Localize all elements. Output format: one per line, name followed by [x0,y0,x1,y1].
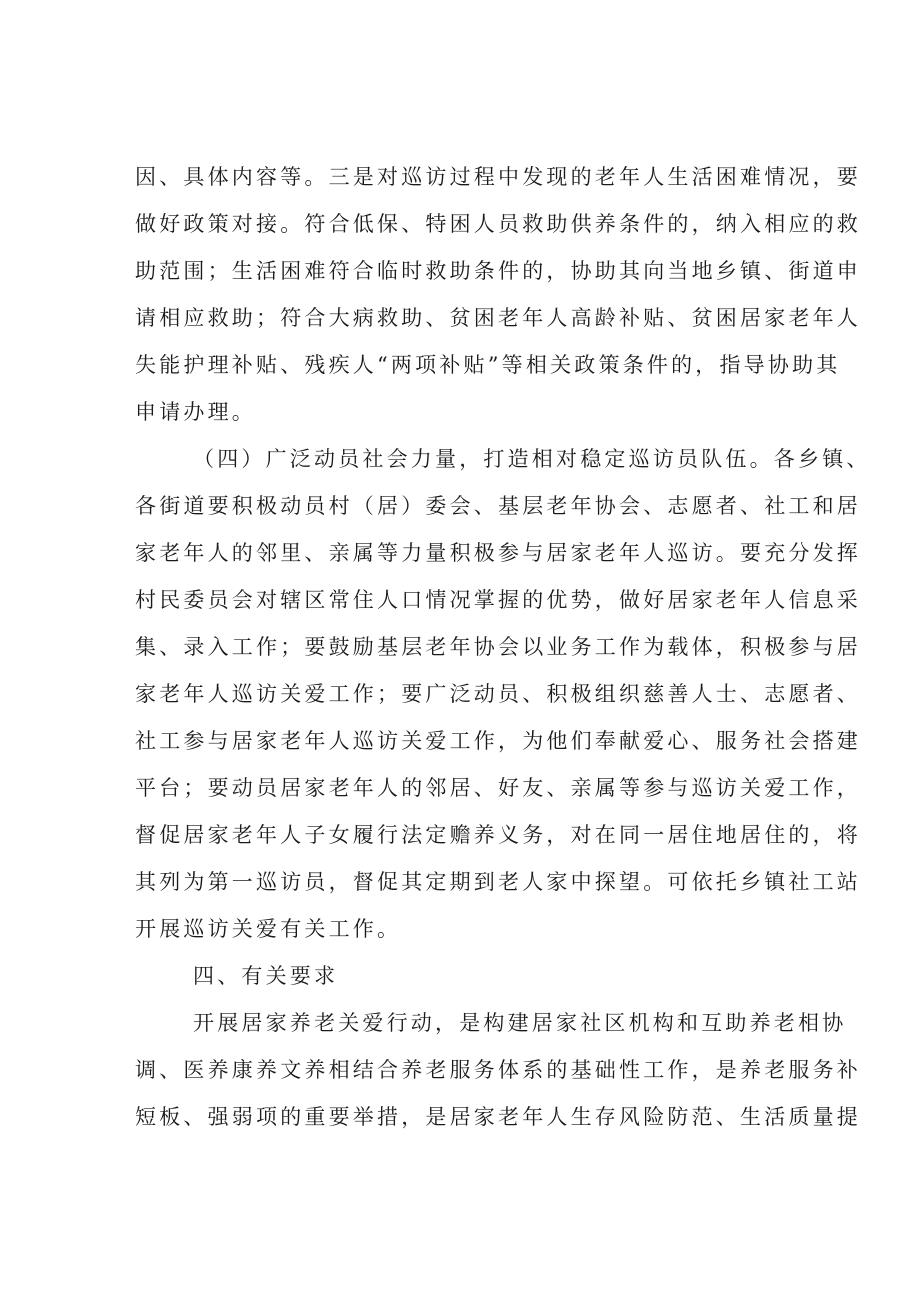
text-line: 社工参与居家老年人巡访关爱工作，为他们奉献爱心、服务社会搭建 [135,729,861,753]
text-line: 开展巡访关爱有关工作。 [135,917,402,941]
text-line: 各街道要积极动员村（居）委会、基层老年协会、志愿者、社工和居 [135,494,861,518]
text-line: 督促居家老年人子女履行法定赡养义务，对在同一居住地居住的，将 [135,823,861,847]
text-line: 申请办理。 [135,400,256,424]
text-line: 因、具体内容等。三是对巡访过程中发现的老年人生活困难情况，要 [135,165,861,189]
text-line: 开展居家养老关爱行动，是构建居家社区机构和互助养老相协 [193,1011,847,1035]
text-line: 平台；要动员居家老年人的邻居、好友、亲属等参与巡访关爱工作， [135,776,861,800]
text-line: 做好政策对接。符合低保、特困人员救助供养条件的，纳入相应的救 [135,212,861,236]
text-line: 助范围；生活困难符合临时救助条件的，协助其向当地乡镇、街道申 [135,259,861,283]
text-line: 集、录入工作；要鼓励基层老年协会以业务工作为载体，积极参与居 [135,635,861,659]
section-title-requirements: 四、有关要求 [193,964,339,988]
text-line: 短板、强弱项的重要举措，是居家老年人生存风险防范、生活质量提 [135,1105,861,1129]
text-line: 家老年人的邻里、亲属等力量积极参与居家老年人巡访。要充分发挥 [135,541,861,565]
text-line: 请相应救助；符合大病救助、贫困老年人高龄补贴、贫困居家老年人 [135,306,861,330]
text-line: 失能护理补贴、残疾人“两项补贴”等相关政策条件的，指导协助其 [135,353,841,377]
text-line: 家老年人巡访关爱工作；要广泛动员、积极组织慈善人士、志愿者、 [135,682,861,706]
section-heading-4: （四）广泛动员社会力量，打造相对稳定巡访员队伍。各乡镇、 [193,447,871,471]
text-line: 其列为第一巡访员，督促其定期到老人家中探望。可依托乡镇社工站 [135,870,861,894]
text-line: 调、医养康养文养相结合养老服务体系的基础性工作，是养老服务补 [135,1058,861,1082]
text-line: 村民委员会对辖区常住人口情况掌握的优势，做好居家老年人信息采 [135,588,861,612]
